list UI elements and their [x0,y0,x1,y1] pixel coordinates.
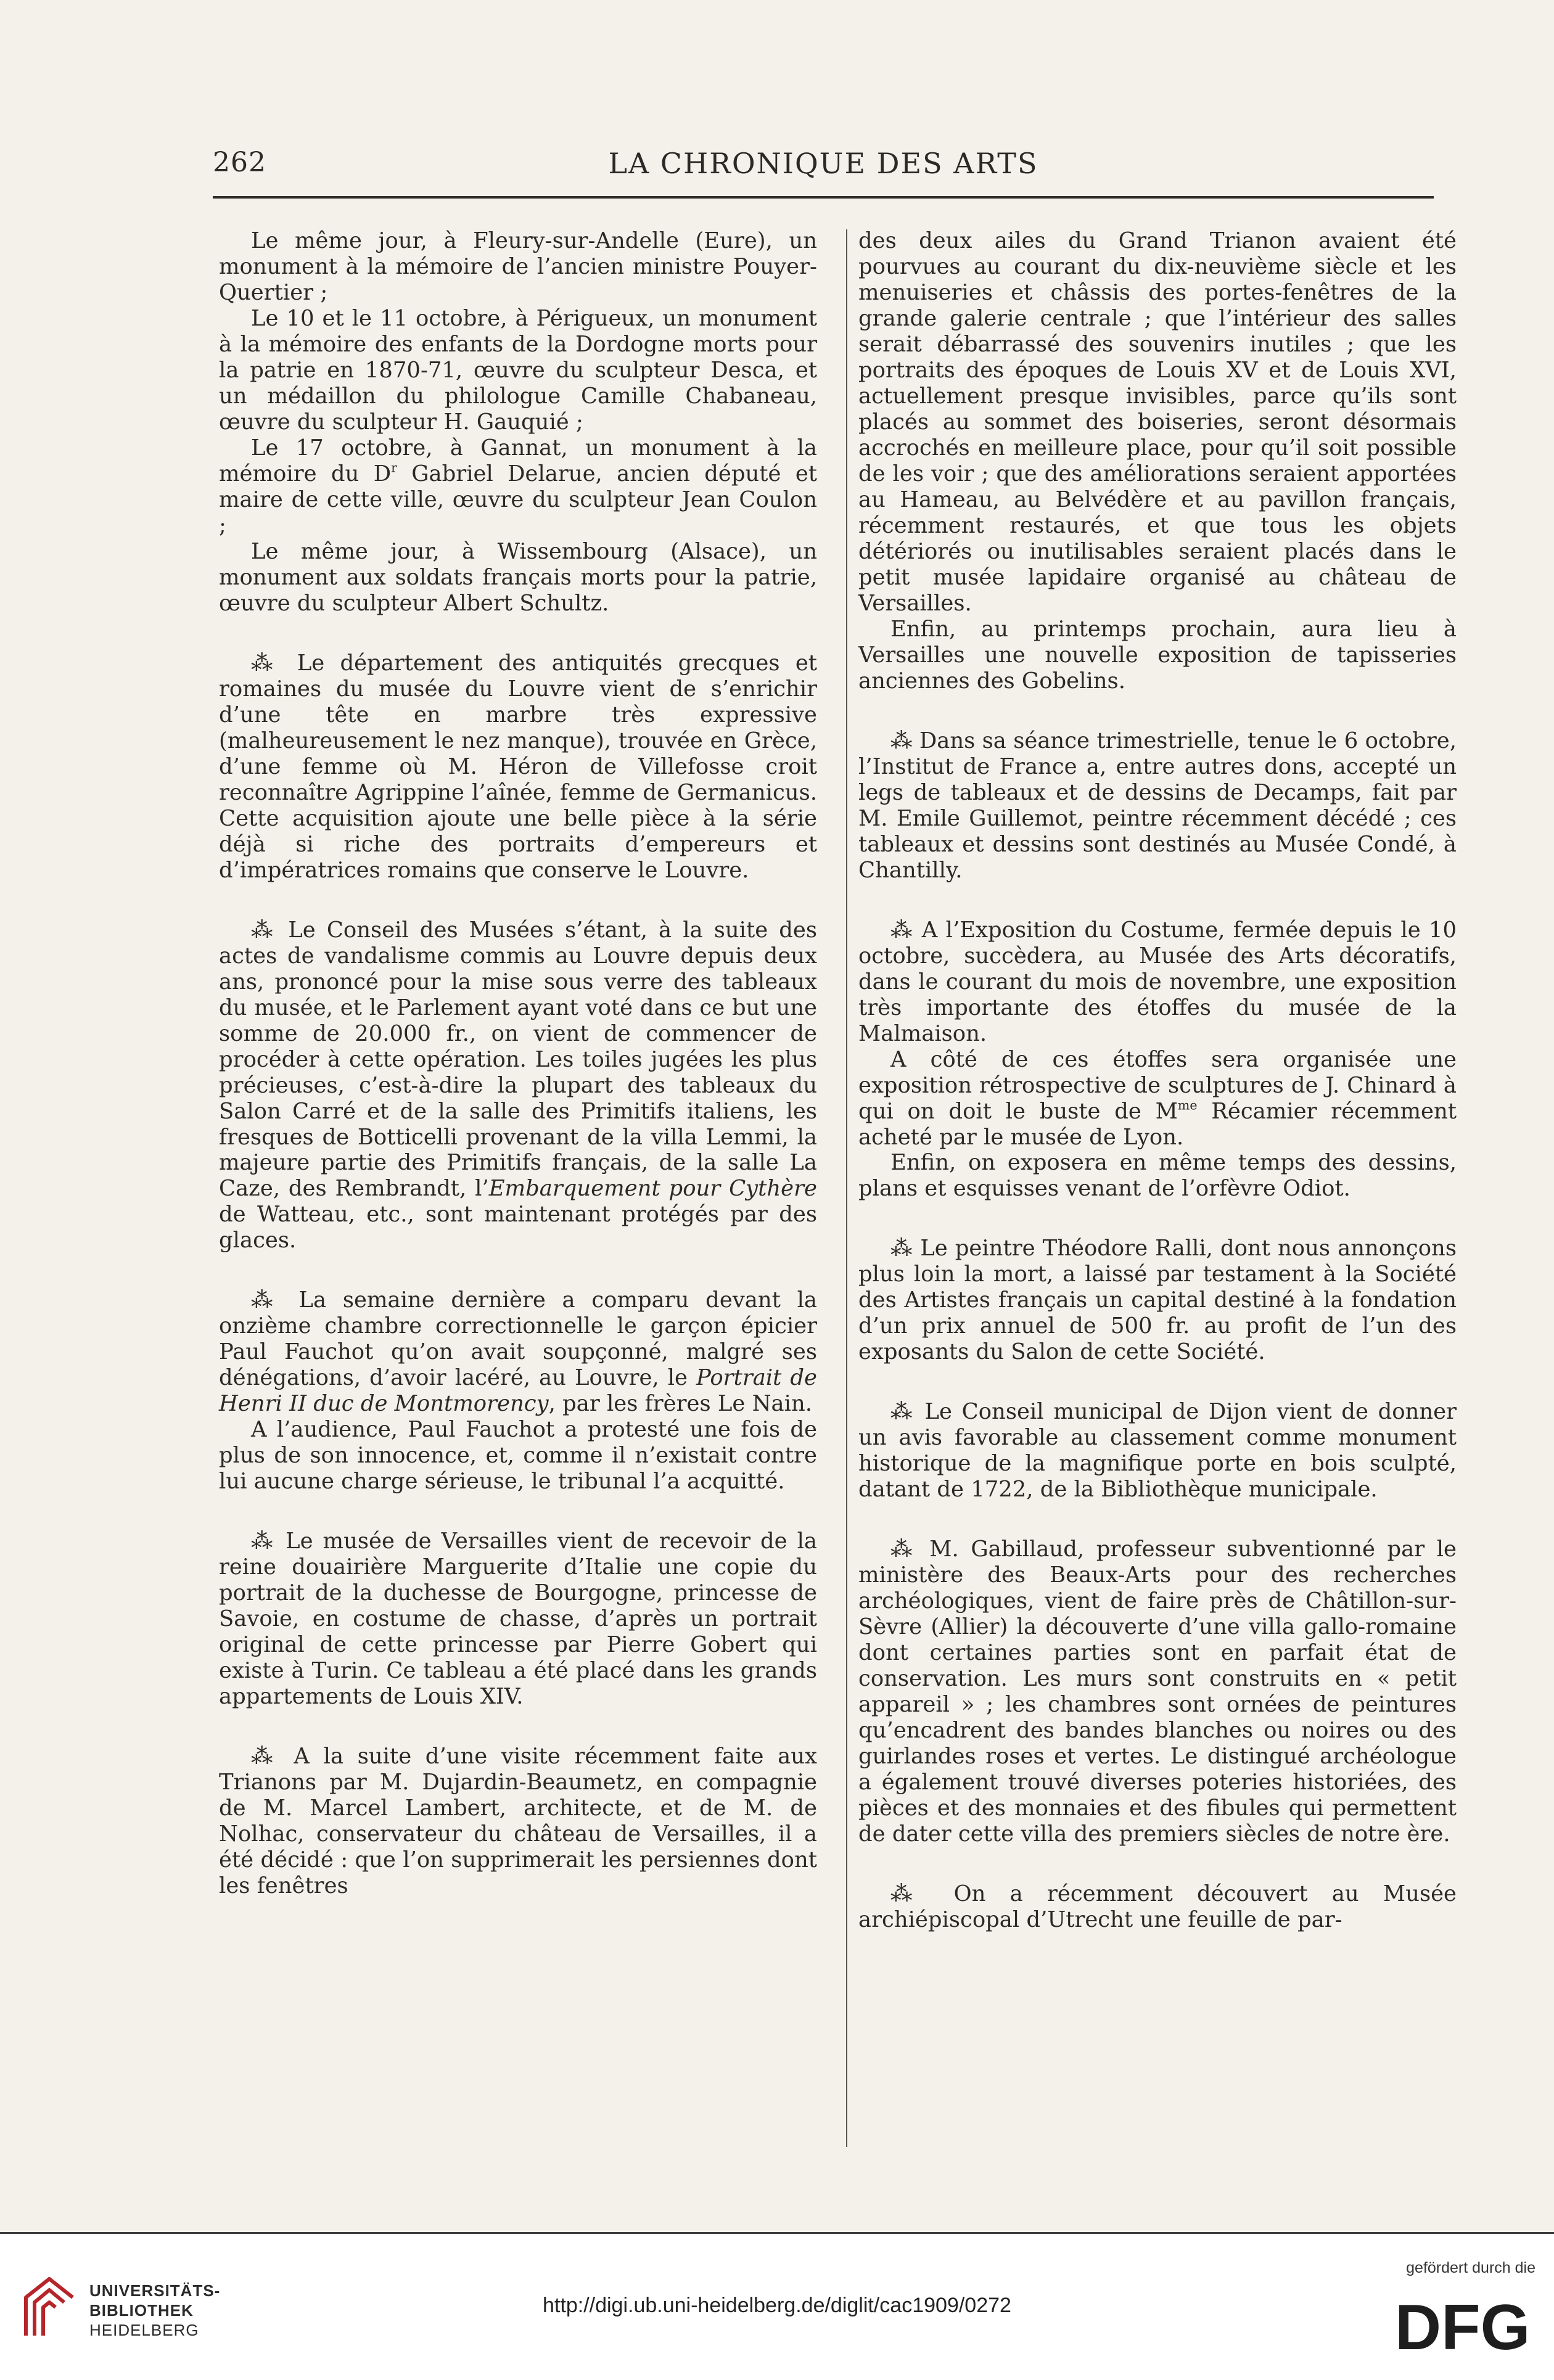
news-item: ⁂ Dans sa séance trimestrielle, tenue le 6 octobre, l’Institut de France a, entre autres dons, accepté un legs de tableaux et de dessins de Decamps, fait par M. Emile Guillemot, peintre récemment décédé ; ces tableaux et dessins sont destinés au Musée Condé, à Chantilly. [858,728,1457,883]
news-item: ⁂ Le département des antiquités grecques et romaines du musée du Louvre vient de s’enrichir d’une tête en marbre très expressive (malheureusement le nez manque), trouvée en Grèce, d’une femme où M. Héron de Villefosse croit reconnaître Agrippine l’aînée, femme de Germanicus. Cette acquisition ajoute une belle pièce à la série déjà si riche des portraits d’empereurs et d’impératrices romains que conserve le Louvre. [219,650,817,883]
footer-rule [0,2232,1554,2234]
page-number: 262 [213,147,266,178]
page-header [213,147,1434,190]
paragraph: Enfin, on exposera en même temps des dessins, plans et esquisses venant de l’orfèvre Odiot. [858,1150,1457,1202]
digitization-footer [0,2232,1554,2380]
running-title: LA CHRONIQUE DES ARTS [608,147,1038,180]
column-divider [846,229,847,2147]
news-item: ⁂ A la suite d’une visite récemment faite aux Trianons par M. Dujardin-Beaumetz, en compagnie de M. Marcel Lambert, architecte, et de M. de Nolhac, conservateur du château de Versailles, il a été décidé : que l’on supprimerait les persiennes dont les fenêtres [219,1744,817,1899]
funding-note: gefördert durch die [1406,2259,1536,2276]
paragraph: des deux ailes du Grand Trianon avaient été pourvues au courant du dix-neuvième siècle et les menuiseries et châssis des portes-fenêtres de la grande galerie centrale ; que l’intérieur des salles serait débarrassé des souvenirs inutiles ; que les portraits des époques de Louis XV et de Louis XVI, actuellement presque invisibles, parce qu’ils sont placés au sommet des boiseries, seront désormais accrochés en meilleure place, pour qu’il soit possible de les voir ; que des améliorations seraient apportées au Hameau, au Belvédère et au pavillon français, récemment restaurés, et que tous les objets détériorés ou inutilisables seraient placés dans le petit musée lapidaire organisé au château de Versailles. [858,228,1457,616]
source-url-link[interactable]: http://digi.ub.uni-heidelberg.de/diglit/cac1909/0272 [543,2294,1011,2317]
news-item: ⁂ Le Conseil municipal de Dijon vient de donner un avis favorable au classement comme monument historique de la magnifique porte en bois sculpté, datant de 1722, de la Bibliothèque municipale. [858,1399,1457,1503]
paragraph: Le 17 octobre, à Gannat, un monument à la mémoire du $D^r$ Gabriel Delarue, ancien député et maire de cette ville, œuvre du sculpteur Jean Coulon ; [219,435,817,538]
library-name-line1: UNIVERSITÄTS- [89,2281,221,2300]
news-item: ⁂ Le musée de Versailles vient de recevoir de la reine douairière Marguerite d’Italie une copie du portrait de la duchesse de Bourgogne, princesse de Savoie, en costume de chasse, d’après un portrait original de cette princesse par Pierre Gobert qui existe à Turin. Ce tableau a été placé dans les grands appartements de Louis XIV. [219,1529,817,1710]
news-item: ⁂ M. Gabillaud, professeur subventionné par le ministère des Beaux-Arts pour des recherches archéologiques, vient de faire près de Châtillon-sur-Sèvre (Allier) la découverte d’une villa gallo-romaine dont certaines parties sont en parfait état de conservation. Les murs sont construits en « petit appareil » ; les chambres sont ornées de peintures qu’encadrent des bandes blanches ou noires ou des guirlandes roses et vertes. Le distingué archéologue a également trouvé diverses poteries historiées, des pièces et des monnaies et des fibules qui permettent de dater cette villa des premiers siècles de notre ère. [858,1537,1457,1847]
dfg-logo-icon [1395,2292,1537,2357]
paragraph: Le même jour, à Wissembourg (Alsace), un monument aux soldats français morts pour la patrie, œuvre du sculpteur Albert Schultz. [219,538,817,616]
news-item: ⁂ Le peintre Théodore Ralli, dont nous annonçons plus loin la mort, a laissé par testament à la Société des Artistes français un capital destiné à la fondation d’un prix annuel de 500 fr. au profit de l’un des exposants du Salon de cette Société. [858,1236,1457,1365]
news-item: ⁂ A l’Exposition du Costume, fermée depuis le 10 octobre, succèdera, au Musée des Arts décoratifs, dans le courant du mois de novembre, une exposition très importante des étoffes du musée de la Malmaison. [858,917,1457,1046]
news-item: ⁂ On a récemment découvert au Musée archiépiscopal d’Utrecht une feuille de par- [858,1881,1457,1933]
left-column [219,228,817,1899]
paragraph: Le 10 et le 11 octobre, à Périgueux, un monument à la mémoire des enfants de la Dordogne morts pour la patrie en 1870-71, œuvre du sculpteur Desca, et un médaillon du philologue Camille Chabaneau, œuvre du sculpteur H. Gauquié ; [219,305,817,435]
right-column [858,228,1457,1933]
paragraph: Le même jour, à Fleury-sur-Andelle (Eure), un monument à la mémoire de l’ancien ministre Pouyer-Quertier ; [219,228,817,305]
header-rule [213,196,1434,199]
library-name-line3: HEIDELBERG [89,2321,199,2339]
paragraph: Enfin, au printemps prochain, aura lieu à Versailles une nouvelle exposition de tapisseries anciennes des Gobelins. [858,616,1457,694]
news-item: ⁂ La semaine dernière a comparu devant la onzième chambre correctionnelle le garçon épicier Paul Fauchot qu’on avait soupçonné, malgré ses dénégations, d’avoir lacéré, au Louvre, le Portrait de Henri II duc de Montmorency, par les frères Le Nain. [219,1287,818,1417]
paragraph: A l’audience, Paul Fauchot a protesté une fois de plus de son innocence, et, comme il n’existait contre lui aucune charge sérieuse, le tribunal l’a acquitté. [219,1417,817,1495]
news-item: ⁂ Le Conseil des Musées s’étant, à la suite des actes de vandalisme commis au Louvre depuis deux ans, prononcé pour la mise sous verre des tableaux du musée, et le Parlement ayant voté dans ce but une somme de 20.000 fr., on vient de commencer de procéder à cette opération. Les toiles jugées les plus précieuses, c’est-à-dire la plupart des tableaux du Salon Carré et de la salle des Primitifs italiens, les fresques de Botticelli provenant de la villa Lemmi, la majeure partie des Primitifs français, de la salle La Caze, des Rembrandt, l’Embarquement pour Cythère de Watteau, etc., sont maintenant protégés par des glaces. [219,917,817,1254]
dfg-logo-text: DFG [1395,2292,1531,2357]
paragraph: A côté de ces étoffes sera organisée une exposition rétrospective de sculptures de J. Chinard à qui on doit le buste de $M^{me}$ Récamier récemment acheté par le musée de Lyon. [858,1046,1457,1150]
library-name-line2: BIBLIOTHEK [89,2301,194,2320]
